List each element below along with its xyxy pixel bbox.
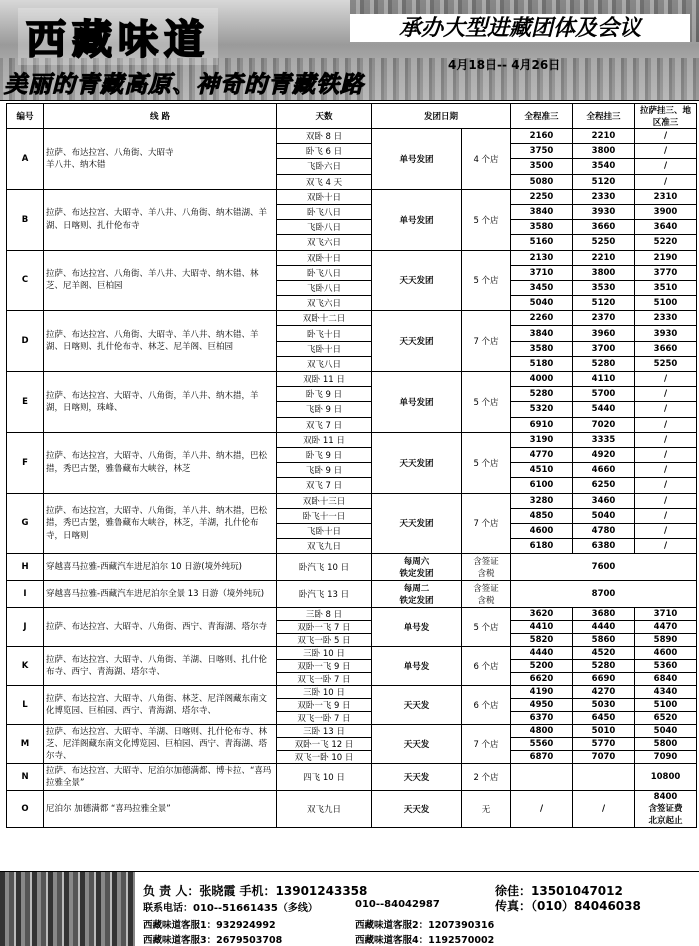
price-full-standard: 5820 bbox=[511, 634, 573, 647]
route-description: 拉萨、布达拉宫、大昭寺、八角街，羊八井、纳木措，羊湖，日喀则，珠峰、 bbox=[44, 372, 277, 433]
days-cell: 双卧十三日 bbox=[277, 493, 372, 508]
days-cell: 双飞六日 bbox=[277, 296, 372, 311]
departure-cell: 天天发团 bbox=[372, 250, 462, 311]
departure-cell: 单号发 bbox=[372, 647, 462, 686]
price-full-standard: 6370 bbox=[511, 712, 573, 725]
price-lhasa-rated: 10800 bbox=[635, 764, 697, 791]
days-cell: 卧飞 6 日 bbox=[277, 144, 372, 159]
price-full-rated: 2370 bbox=[573, 311, 635, 326]
price-full-standard: 3620 bbox=[511, 608, 573, 621]
col-days: 天数 bbox=[277, 104, 372, 129]
days-cell: 四飞 10 日 bbox=[277, 764, 372, 791]
price-full-rated: 4520 bbox=[573, 647, 635, 660]
route-code: G bbox=[7, 493, 44, 554]
days-cell: 双飞一卧 7 日 bbox=[277, 712, 372, 725]
price-full-rated: 6690 bbox=[573, 673, 635, 686]
contact-2: 徐佳：13501047012 bbox=[495, 884, 623, 898]
price-full-standard: 5320 bbox=[511, 402, 573, 417]
price-lhasa-rated: 3510 bbox=[635, 280, 697, 295]
price-full-standard: 4800 bbox=[511, 725, 573, 738]
price-full-standard: 5200 bbox=[511, 660, 573, 673]
prayer-wheels-image bbox=[0, 872, 135, 946]
days-cell: 卧汽飞 13 日 bbox=[277, 581, 372, 608]
table-row bbox=[7, 725, 697, 738]
price-full-standard: 4600 bbox=[511, 523, 573, 538]
price-full-rated: / bbox=[573, 791, 635, 828]
price-lhasa-rated: 5220 bbox=[635, 235, 697, 250]
price-full-rated: 3660 bbox=[573, 220, 635, 235]
price-lhasa-rated: / bbox=[635, 387, 697, 402]
days-cell: 双卧十日 bbox=[277, 189, 372, 204]
departure-cell: 天天发团 bbox=[372, 311, 462, 372]
table-row bbox=[7, 493, 697, 508]
table-row bbox=[7, 432, 697, 447]
manager-contact: 负 责 人：张晓霞 手机：13901243358 bbox=[143, 884, 368, 898]
price-lhasa-rated: 2330 bbox=[635, 311, 697, 326]
price-full-standard: 5080 bbox=[511, 174, 573, 189]
price-full-rated: 3680 bbox=[573, 608, 635, 621]
price-full-rated: 6380 bbox=[573, 539, 635, 554]
route-code: A bbox=[7, 129, 44, 190]
shops-cell: 5 个店 bbox=[462, 189, 511, 250]
service-4: 西藏味道客服4：1192570002 bbox=[355, 935, 495, 946]
days-cell: 双飞六日 bbox=[277, 235, 372, 250]
days-cell: 双飞一卧 10 日 bbox=[277, 751, 372, 764]
date-range: 4月18日-- 4月26日 bbox=[448, 58, 561, 72]
departure-cell: 天天发 bbox=[372, 686, 462, 725]
price-lhasa-rated: 4340 bbox=[635, 686, 697, 699]
departure-cell: 单号发团 bbox=[372, 372, 462, 433]
price-lhasa-rated: / bbox=[635, 159, 697, 174]
days-cell: 卧飞 9 日 bbox=[277, 387, 372, 402]
col-route: 线 路 bbox=[44, 104, 277, 129]
price-full-standard: 3710 bbox=[511, 265, 573, 280]
price-full-rated: 6450 bbox=[573, 712, 635, 725]
price-full-rated: 4270 bbox=[573, 686, 635, 699]
price-lhasa-rated: 5100 bbox=[635, 699, 697, 712]
route-code: E bbox=[7, 372, 44, 433]
price-lhasa-rated: / bbox=[635, 539, 697, 554]
price-lhasa-rated: 8400 含签证费 北京起止 bbox=[635, 791, 697, 828]
route-code: F bbox=[7, 432, 44, 493]
days-cell: 双飞 7 日 bbox=[277, 417, 372, 432]
shops-cell: 5 个店 bbox=[462, 432, 511, 493]
days-cell: 双飞九日 bbox=[277, 539, 372, 554]
days-cell: 飞卧八日 bbox=[277, 220, 372, 235]
days-cell: 卧飞十一日 bbox=[277, 508, 372, 523]
price-full-standard: 3450 bbox=[511, 280, 573, 295]
shops-cell: 无 bbox=[462, 791, 511, 828]
price-lhasa-rated: 4600 bbox=[635, 647, 697, 660]
table-row bbox=[7, 581, 697, 608]
days-cell: 卧飞八日 bbox=[277, 204, 372, 219]
days-cell: 双卧一飞 9 日 bbox=[277, 699, 372, 712]
price-lhasa-rated: / bbox=[635, 402, 697, 417]
departure-cell: 天天发团 bbox=[372, 493, 462, 554]
days-cell: 双飞一卧 5 日 bbox=[277, 634, 372, 647]
price-full-standard: 3750 bbox=[511, 144, 573, 159]
days-cell: 卧飞八日 bbox=[277, 265, 372, 280]
price-full-rated: 3530 bbox=[573, 280, 635, 295]
price-full-rated: 7070 bbox=[573, 751, 635, 764]
table-row bbox=[7, 686, 697, 699]
price-full-standard: 6870 bbox=[511, 751, 573, 764]
route-description: 拉萨、布达拉宫、八角街、羊八井、大昭寺、纳木错、林芝、尼羊阁、巨柏园 bbox=[44, 250, 277, 311]
price-lhasa-rated: 5040 bbox=[635, 725, 697, 738]
shops-cell: 5 个店 bbox=[462, 608, 511, 647]
days-cell: 双飞 7 日 bbox=[277, 478, 372, 493]
price-lhasa-rated: 2310 bbox=[635, 189, 697, 204]
price-full-standard: 4510 bbox=[511, 463, 573, 478]
fax: 传真：（010）84046038 bbox=[495, 899, 641, 913]
price-full-rated: 3960 bbox=[573, 326, 635, 341]
price-full-standard: 3280 bbox=[511, 493, 573, 508]
price-full-standard: 3580 bbox=[511, 220, 573, 235]
shops-cell: 2 个店 bbox=[462, 764, 511, 791]
price-full-standard: 3840 bbox=[511, 204, 573, 219]
price-lhasa-rated: 2190 bbox=[635, 250, 697, 265]
price-cell: 7600 bbox=[511, 554, 697, 581]
col-price-2: 全程挂三 bbox=[573, 104, 635, 129]
price-full-rated: 5120 bbox=[573, 296, 635, 311]
price-full-rated: 5440 bbox=[573, 402, 635, 417]
table-row bbox=[7, 129, 697, 144]
price-lhasa-rated: 5800 bbox=[635, 738, 697, 751]
header-row bbox=[7, 104, 697, 129]
price-full-standard: 4950 bbox=[511, 699, 573, 712]
route-code: B bbox=[7, 189, 44, 250]
shops-cell: 5 个店 bbox=[462, 250, 511, 311]
days-cell: 飞卧 9 日 bbox=[277, 402, 372, 417]
days-cell: 双飞一卧 7 日 bbox=[277, 673, 372, 686]
price-full-standard: 5560 bbox=[511, 738, 573, 751]
table-row bbox=[7, 608, 697, 621]
price-full-rated: 5280 bbox=[573, 356, 635, 371]
price-full-rated: 5860 bbox=[573, 634, 635, 647]
departure-cell: 每周二 铁定发团 bbox=[372, 581, 462, 608]
departure-cell: 天天发团 bbox=[372, 432, 462, 493]
price-lhasa-rated: / bbox=[635, 372, 697, 387]
phone: 联系电话：010--51661435（多线） bbox=[143, 903, 318, 914]
price-full-rated: 6250 bbox=[573, 478, 635, 493]
days-cell: 飞卧十日 bbox=[277, 523, 372, 538]
price-full-standard: 2260 bbox=[511, 311, 573, 326]
table-row bbox=[7, 311, 697, 326]
days-cell: 飞卧六日 bbox=[277, 159, 372, 174]
tagline: 承办大型进藏团体及会议 bbox=[350, 14, 690, 42]
table-row bbox=[7, 250, 697, 265]
days-cell: 双卧 8 日 bbox=[277, 129, 372, 144]
days-cell: 双卧一飞 12 日 bbox=[277, 738, 372, 751]
price-full-rated: 4920 bbox=[573, 447, 635, 462]
table-body bbox=[7, 129, 697, 828]
price-full-standard: 2160 bbox=[511, 129, 573, 144]
price-full-rated: 5770 bbox=[573, 738, 635, 751]
route-code: C bbox=[7, 250, 44, 311]
price-full-standard: 3580 bbox=[511, 341, 573, 356]
shops-cell: 4 个店 bbox=[462, 129, 511, 190]
route-code: H bbox=[7, 554, 44, 581]
price-lhasa-rated: / bbox=[635, 174, 697, 189]
route-description: 尼泊尔 加德满都 “喜玛拉雅全景” bbox=[44, 791, 277, 828]
table-row bbox=[7, 554, 697, 581]
price-full-standard: 5040 bbox=[511, 296, 573, 311]
price-full-standard: 2130 bbox=[511, 250, 573, 265]
table-row bbox=[7, 372, 697, 387]
price-full-rated: 5700 bbox=[573, 387, 635, 402]
price-lhasa-rated: / bbox=[635, 447, 697, 462]
route-description: 拉萨、布达拉宫、大昭寺、八角街、羊湖、日喀则、扎什伦布寺、西宁、青海湖、塔尔寺、 bbox=[44, 647, 277, 686]
days-cell: 三卧 10 日 bbox=[277, 686, 372, 699]
price-lhasa-rated: / bbox=[635, 508, 697, 523]
footer bbox=[0, 871, 699, 946]
days-cell: 三卧 10 日 bbox=[277, 647, 372, 660]
service-1: 西藏味道客服1：932924992 bbox=[143, 920, 276, 931]
route-description: 拉萨、布达拉宫、八角街、大昭寺、羊八井、纳木错、羊湖、日喀则、扎什伦布寺、林芝、尼羊阁、巨柏园 bbox=[44, 311, 277, 372]
route-description: 拉萨、布达拉宫、大昭寺、尼泊尔加德满都、博卡拉、“喜玛拉雅全景” bbox=[44, 764, 277, 791]
price-full-standard bbox=[511, 764, 573, 791]
price-full-standard: 5280 bbox=[511, 387, 573, 402]
route-code: N bbox=[7, 764, 44, 791]
slogan: 美丽的青藏高原、神奇的青藏铁路 bbox=[4, 72, 364, 98]
price-lhasa-rated: / bbox=[635, 129, 697, 144]
days-cell: 双卧一飞 9 日 bbox=[277, 660, 372, 673]
price-full-rated: 4660 bbox=[573, 463, 635, 478]
days-cell: 飞卧十日 bbox=[277, 341, 372, 356]
days-cell: 双卧十二日 bbox=[277, 311, 372, 326]
price-full-rated: 3800 bbox=[573, 265, 635, 280]
col-departure: 发团日期 bbox=[372, 104, 511, 129]
days-cell: 卧飞 9 日 bbox=[277, 447, 372, 462]
price-full-standard: 4410 bbox=[511, 621, 573, 634]
price-full-standard: 4000 bbox=[511, 372, 573, 387]
price-lhasa-rated: 3900 bbox=[635, 204, 697, 219]
price-full-rated: 3800 bbox=[573, 144, 635, 159]
service-2: 西藏味道客服2：1207390316 bbox=[355, 920, 495, 931]
route-description: 拉萨、布达拉宫、大昭寺、八角街、西宁、青海湖、塔尔寺 bbox=[44, 608, 277, 647]
itinerary-table bbox=[6, 103, 697, 828]
price-full-rated: 2210 bbox=[573, 129, 635, 144]
days-cell: 飞卧 9 日 bbox=[277, 463, 372, 478]
price-lhasa-rated: / bbox=[635, 144, 697, 159]
days-cell: 双卧 11 日 bbox=[277, 432, 372, 447]
days-cell: 双飞九日 bbox=[277, 791, 372, 828]
table-row bbox=[7, 791, 697, 828]
price-full-rated: 3930 bbox=[573, 204, 635, 219]
price-lhasa-rated: 3660 bbox=[635, 341, 697, 356]
route-code: J bbox=[7, 608, 44, 647]
price-lhasa-rated: 3710 bbox=[635, 608, 697, 621]
price-lhasa-rated: / bbox=[635, 478, 697, 493]
price-cell: 8700 bbox=[511, 581, 697, 608]
shops-cell: 7 个店 bbox=[462, 311, 511, 372]
days-cell: 双卧 11 日 bbox=[277, 372, 372, 387]
price-full-standard: 6100 bbox=[511, 478, 573, 493]
route-code: M bbox=[7, 725, 44, 764]
price-lhasa-rated: 6520 bbox=[635, 712, 697, 725]
price-full-rated: 3335 bbox=[573, 432, 635, 447]
days-cell: 卧汽飞 10 日 bbox=[277, 554, 372, 581]
days-cell: 双卧十日 bbox=[277, 250, 372, 265]
price-full-standard: 2250 bbox=[511, 189, 573, 204]
price-full-standard: / bbox=[511, 791, 573, 828]
departure-cell: 每周六 铁定发团 bbox=[372, 554, 462, 581]
price-full-standard: 6910 bbox=[511, 417, 573, 432]
shops-cell: 含签证 含税 bbox=[462, 581, 511, 608]
departure-cell: 单号发 bbox=[372, 608, 462, 647]
days-cell: 飞卧八日 bbox=[277, 280, 372, 295]
price-full-rated: 5030 bbox=[573, 699, 635, 712]
route-description: 拉萨、布达拉宫，大昭寺、八角街，羊八井、纳木措，巴松措，秀巴古堡，雅鲁藏布大峡谷，林芝，羊湖，扎什伦布寺，日喀则 bbox=[44, 493, 277, 554]
shops-cell: 7 个店 bbox=[462, 493, 511, 554]
route-code: L bbox=[7, 686, 44, 725]
departure-cell: 天天发 bbox=[372, 791, 462, 828]
table-row bbox=[7, 189, 697, 204]
price-full-rated: 5250 bbox=[573, 235, 635, 250]
price-lhasa-rated: / bbox=[635, 417, 697, 432]
col-code: 编号 bbox=[7, 104, 44, 129]
price-lhasa-rated: / bbox=[635, 463, 697, 478]
departure-cell: 单号发团 bbox=[372, 129, 462, 190]
route-description: 拉萨、布达拉宫，大昭寺、八角街，羊八井、纳木措，巴松措，秀巴古堡，雅鲁藏布大峡谷，林芝 bbox=[44, 432, 277, 493]
days-cell: 三卧 13 日 bbox=[277, 725, 372, 738]
table-row bbox=[7, 647, 697, 660]
route-code: K bbox=[7, 647, 44, 686]
price-lhasa-rated: 3770 bbox=[635, 265, 697, 280]
price-lhasa-rated: 3640 bbox=[635, 220, 697, 235]
route-description: 穿越喜马拉雅-西藏汽车进尼泊尔全景 13 日游（境外纯玩) bbox=[44, 581, 277, 608]
route-description: 拉萨、布达拉宫、大昭寺、羊湖、日喀则、扎什伦布寺、林芝、尼洋阁藏东南文化博览园、巨柏园、西宁、青海湖、塔尔寺、 bbox=[44, 725, 277, 764]
price-full-standard: 6180 bbox=[511, 539, 573, 554]
price-full-standard: 4850 bbox=[511, 508, 573, 523]
price-lhasa-rated: / bbox=[635, 523, 697, 538]
shops-cell: 6 个店 bbox=[462, 647, 511, 686]
price-full-standard: 5160 bbox=[511, 235, 573, 250]
route-description: 穿越喜马拉雅-西藏汽车进尼泊尔 10 日游(境外纯玩) bbox=[44, 554, 277, 581]
price-full-rated: 3700 bbox=[573, 341, 635, 356]
days-cell: 双卧一飞 7 日 bbox=[277, 621, 372, 634]
days-cell: 双飞 4 天 bbox=[277, 174, 372, 189]
route-code: O bbox=[7, 791, 44, 828]
price-full-rated: 4440 bbox=[573, 621, 635, 634]
days-cell: 卧飞十日 bbox=[277, 326, 372, 341]
price-full-rated: 2330 bbox=[573, 189, 635, 204]
route-description: 拉萨、布达拉宫、八角街、大昭寺 羊八井、纳木错 bbox=[44, 129, 277, 190]
price-full-rated: 3540 bbox=[573, 159, 635, 174]
shops-cell: 含签证 含税 bbox=[462, 554, 511, 581]
departure-cell: 单号发团 bbox=[372, 189, 462, 250]
price-full-standard: 3500 bbox=[511, 159, 573, 174]
price-lhasa-rated: 5890 bbox=[635, 634, 697, 647]
price-full-rated: 5040 bbox=[573, 508, 635, 523]
col-price-1: 全程准三 bbox=[511, 104, 573, 129]
shops-cell: 6 个店 bbox=[462, 686, 511, 725]
price-lhasa-rated: / bbox=[635, 432, 697, 447]
price-lhasa-rated: 5100 bbox=[635, 296, 697, 311]
price-full-standard: 4440 bbox=[511, 647, 573, 660]
price-full-rated: 5010 bbox=[573, 725, 635, 738]
shops-cell: 7 个店 bbox=[462, 725, 511, 764]
brand-title: 西藏味道 bbox=[18, 8, 218, 65]
price-full-standard: 6620 bbox=[511, 673, 573, 686]
header-banner bbox=[0, 0, 699, 101]
price-full-standard: 4190 bbox=[511, 686, 573, 699]
route-description: 拉萨、布达拉宫、大昭寺、八角街、林芝、尼洋阁藏东南文化博览园、巨柏园、西宁、青海湖、塔尔寺、 bbox=[44, 686, 277, 725]
route-description: 拉萨、布达拉宫、大昭寺、羊八井、八角街、纳木错湖、羊湖、日喀则、扎什伦布寺 bbox=[44, 189, 277, 250]
departure-cell: 天天发 bbox=[372, 725, 462, 764]
price-full-standard: 3840 bbox=[511, 326, 573, 341]
price-full-standard: 4770 bbox=[511, 447, 573, 462]
price-lhasa-rated: 3930 bbox=[635, 326, 697, 341]
departure-cell: 天天发 bbox=[372, 764, 462, 791]
phone-2: 010--84042987 bbox=[355, 899, 440, 910]
price-full-rated: 3460 bbox=[573, 493, 635, 508]
days-cell: 三卧 8 日 bbox=[277, 608, 372, 621]
price-full-standard: 3190 bbox=[511, 432, 573, 447]
table-row bbox=[7, 764, 697, 791]
service-3: 西藏味道客服3：2679503708 bbox=[143, 935, 283, 946]
price-lhasa-rated: 5250 bbox=[635, 356, 697, 371]
price-full-standard: 5180 bbox=[511, 356, 573, 371]
price-full-rated: 5280 bbox=[573, 660, 635, 673]
days-cell: 双飞八日 bbox=[277, 356, 372, 371]
price-full-rated: 4780 bbox=[573, 523, 635, 538]
price-lhasa-rated: 7090 bbox=[635, 751, 697, 764]
price-lhasa-rated: 5360 bbox=[635, 660, 697, 673]
price-full-rated: 7020 bbox=[573, 417, 635, 432]
route-code: I bbox=[7, 581, 44, 608]
price-lhasa-rated: 6840 bbox=[635, 673, 697, 686]
route-code: D bbox=[7, 311, 44, 372]
price-full-rated bbox=[573, 764, 635, 791]
price-lhasa-rated: / bbox=[635, 493, 697, 508]
shops-cell: 5 个店 bbox=[462, 372, 511, 433]
price-lhasa-rated: 4470 bbox=[635, 621, 697, 634]
col-price-3: 拉萨挂三、地区准三 bbox=[635, 104, 697, 129]
price-full-rated: 4110 bbox=[573, 372, 635, 387]
price-full-rated: 2210 bbox=[573, 250, 635, 265]
price-full-rated: 5120 bbox=[573, 174, 635, 189]
